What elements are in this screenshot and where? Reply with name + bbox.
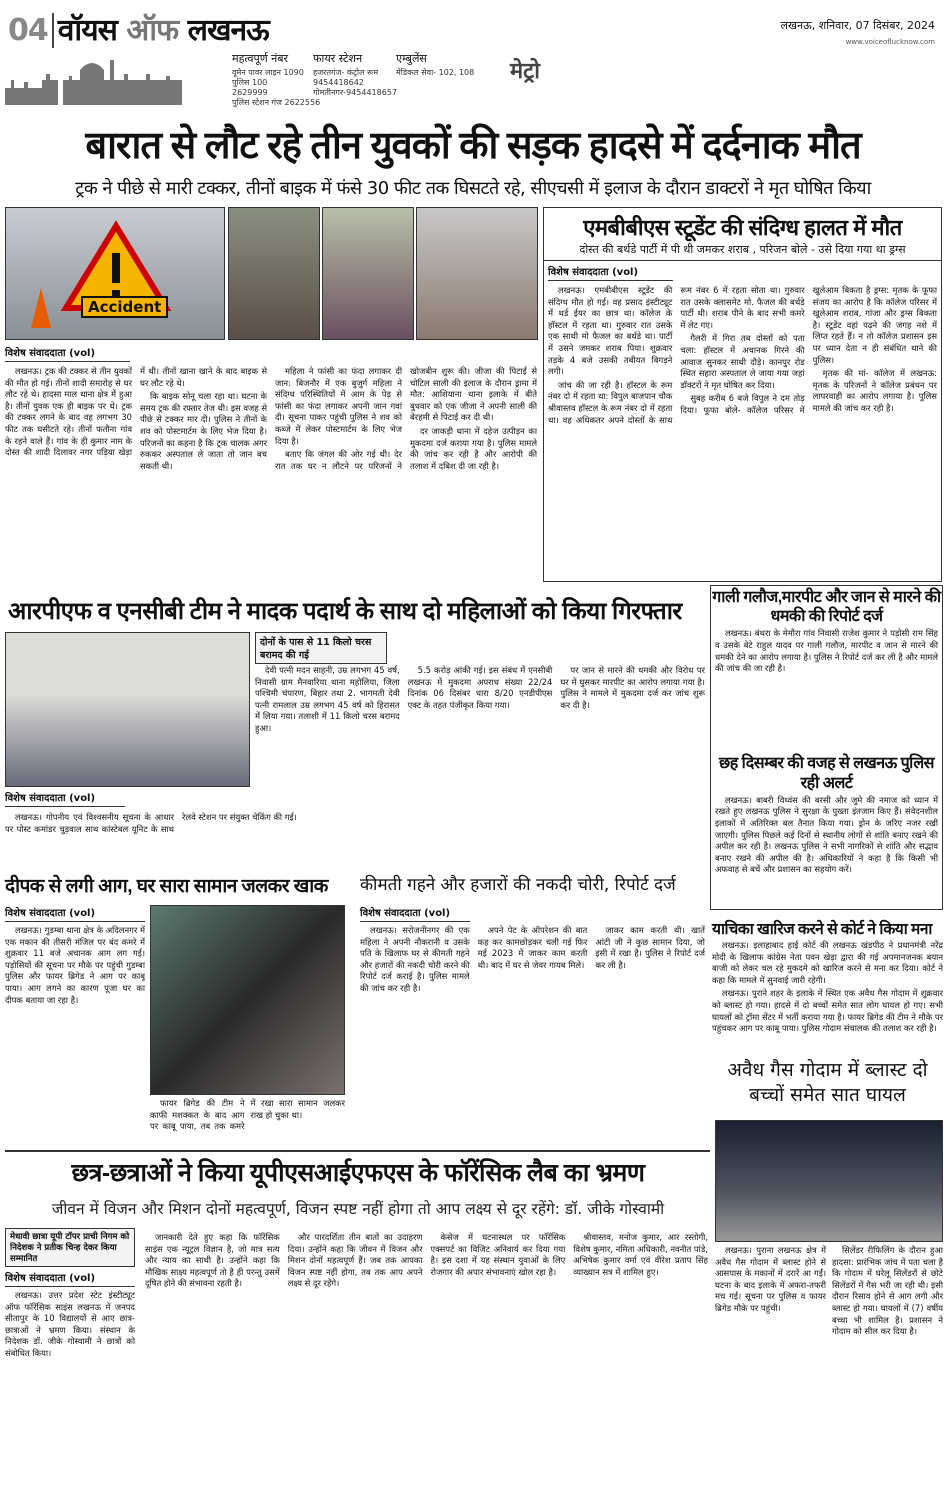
paragraph: फायर ब्रिगेड की टीम ने काफी मशक्कत के बाद आग पर काबू पाया, तब तक कमरे में रखा सारा सामान जलकर राख हो चुका था। [150,1098,345,1132]
newspaper-masthead [8,8,269,49]
line: मेडिकल सेवा- 102, 108 [396,67,475,77]
gali-headline: गाली गलौज,मारपीट और जान से मारने की धमकी की रिपोर्ट दर्ज [712,589,941,626]
forensic-body [145,1232,708,1482]
fire-station-numbers [313,52,397,98]
court-headline: याचिका खारिज करने से कोर्ट ने किया मना [712,921,932,938]
paragraph: जांच की जा रही है। हॉस्टल के रूम नंबर दो में रहता था: विपुल बाजपान चौक श्रीवास्तव हॉस्टल के रूम नंबर दो में रहता था। वह अधिकतर अपने दोस्तों के साथ रूम नंबर 6 में रहता सोता था। गुरुवार रात उसके क्लासमेट मो. फैजल की बर्थडे पार्टी थी। शराब पीने के बाद सभी कमरे में लेट गए। [548,285,805,425]
forensic-byline-block [5,1270,135,1291]
paragraph: श्रीवास्तव, मनोज कुमार, आर रस्तोगी, विशेष कुमार, नमिता अधिकारी, नवनीत पांडे, अभिषेक कुमार वर्मा एवं वीरेश प्रताप सिंह व्याख्यान सत्र में शामिल हुए। [573,1232,708,1277]
lead-body [5,366,537,588]
line: 2629999 [232,87,268,97]
issue-date: लखनऊ, शनिवार, 07 दिसंबर, 2024 [780,19,935,32]
accident-photo [5,207,225,340]
line: गोमतीनगर-9454418657 [313,87,397,97]
fire-headline: दीपक से लगी आग, घर सारा सामान जलकर खाक [5,876,328,897]
gas-headline: अवैध गैस गोदाम में ब्लास्ट दो बच्चों समेत सात घायल [727,1059,928,1106]
paragraph: सिलेंडर रीफिलिंग के दौरान हुआ हादसा: प्रारंभिक जांच में पता चला है कि गोदाम में घरेलू सिलेंडरों से छोटे सिलेंडरों में गैस भरी जा रही थी। इसी दौरान रिसाव होने से आग लगी और ब्लास्ट हो गया। घायलों में (7) वर्षीय बच्चा भी शामिल है। प्रशासन ने गोदाम को सील कर दिया है। [832,1245,943,1337]
paragraph: लखनऊ। ट्रक की टक्कर से तीन युवकों की मौत हो गई। तीनों शादी समारोह से घर लौट रहे थे। हादसा माल थाना क्षेत्र में हुआ है। तीनों युवक एक ही बाइक पर थे। ट्रक की टक्कर लगने के बाद वह लगभग 30 फीट तक घसीटते रहे। तीनों फतौना गांव के रहने वाले हैं। गांव के ही कुमार नाम के दोस्त की शादी दिलावर नगर पड़िया खेड़ा में थी। तीनों खाना खाने के बाद बाइक से घर लौट रहे थे। [5,366,267,458]
byline: विशेष संवाददाता (vol) [5,345,130,362]
lead-subhead: ट्रक ने पीछे से मारी टक्कर, तीनों बाइक में फंसे 30 फीट तक घिसटते रहे, सीएचसी में इलाज के दौरान डाक्टरों ने मृत घोषित किया [75,178,871,199]
line: पुलिस 100 [232,77,268,87]
lead-story [5,345,537,590]
byline: विशेष संवाददाता (vol) [5,905,145,922]
line: हजरतगंज- कंट्रोल रूम [313,67,379,77]
heading: महत्वपूर्ण नंबर [232,52,289,65]
paragraph: लखनऊ। गुडम्बा थाना क्षेत्र के अदिलनगर में एक मकान की तीसरी मंजिल पर बंद कमरे में शुक्रवार 11 बजे अचानक आग लग गई। पड़ोसियों की सूचना पर मौके पर पहुंची गुडम्बा पुलिस और फायर ब्रिगेड ने आग पर काबू पाया। आग लगने का कारण पूजा घर का दीपक बताया जा रहा है। [5,925,145,1005]
byline: विशेष संवाददाता (vol) [5,790,125,807]
fire-byline-block [5,905,145,926]
divider [5,1150,710,1152]
paragraph: बताए कि जंगल की ओर गई थी। देर रात तक घर न लौटने पर परिजनों ने खोजबीन शुरू की। जीजा की पिटाई से चोटिल साली की इलाज के दौरान ड्रामा में मौत: आशियाना थाना इलाके में बीते बुधवार को एक जीजा ने अपनी साली की बेरहमी से पिटाई कर दी थी। [275,366,537,471]
paragraph: सुबह करीब 6 बजे विपुल ने दम तोड़ दिया। फूफा बोले- कॉलेज परिसर में खुलेआम बिकता है ड्रग्स: मृतक के फूफा संजय का आरोप है कि कॉलेज परिसर में खुलेआम शराब, गांजा और ड्रग्स बिकता है। स्टूडेंट वहां पढ़ने की जगह नशे में लिप्त रहते हैं। न तो कॉलेज प्रशासन इस पर ध्यान देता न ही संबंधित थाने की पुलिस। [680,285,937,415]
victim-photo [322,207,414,340]
fire-damage-photo [150,905,345,1095]
theft-body [360,925,705,1145]
line: 9454418642 [313,77,364,87]
theft-byline-block [360,905,470,926]
victim-photo [228,207,320,340]
rpf-callout: दोनों के पास से 11 किलो चरस बरामद की गई [255,632,387,664]
title-part: वॉयस [57,13,117,48]
theft-headline: कीमती गहने और हजारों की नकदी चोरी, रिपोर्ट दर्ज [360,875,676,895]
paragraph: लखनऊ। सरोजनीनगर की एक महिला ने अपनी नौकरानी व उसके पति के खिलाफ घर से कीमती गहने और हजारों की नकदी चोरी करने की रिपोर्ट दर्ज कराई है। पुलिस मामले की जांच कर रही है। [360,925,470,993]
byline: विशेष संवाददाता (vol) [360,905,470,922]
gali-body [711,626,942,746]
title-part: ऑफ [126,13,179,48]
paragraph: जाकर काम करती थी। खातें आंटी जी ने कुछ सामान दिया, जो इसी में रखा है। पुलिस ने रिपोर्ट दर्ज कर ली है। [595,925,705,970]
gas-blast-photo [715,1120,943,1242]
paragraph: लखनऊ। एमबीबीएस स्टूडेंट की संदिग्ध मौत हो गई। वह प्रसाद इंस्टीट्यूट में थर्ड ईयर का छात्र था। कॉलेज के हॉस्टल में रहता था। गुरुवार रात उसके एक साथी मो फैजल का बर्थडे था। पार्टी में उसने जमकर शराब पिया। शुक्रवार तड़के 4 बजे उसकी तबीयत बिगड़ने लगी। [548,285,673,377]
rpf-byline-block [5,790,250,811]
rpf-body-bottom [5,812,705,867]
line: वूमेन पावर लाइन 1090 [232,67,304,77]
paragraph: लखनऊ। बाबरी विध्वंस की बरसी और जुमे की नमाज को ध्यान में रखते हुए लखनऊ पुलिस ने सुरक्षा के पुख्ता इंतजाम किए हैं। संवेदनशील इलाकों में अतिरिक्त बल तैनात किया गया। ड्रोन के जरिए नजर रखी जाएगी। पुलिस पिछले कई दिनों से स्थानीय लोगों से शांति बनाए रखने की अपील कर रही है। लखनऊ पुलिस ने सभी नागरिकों से शांति और सद्भाव बनाए रखने की अपील की है। अधिकारियों ने कहा है कि किसी भी अफवाह से बचें और प्रशासन का सहयोग करें। [715,794,938,875]
mbbs-body [548,285,937,590]
paragraph: केसेज में घटनास्थल पर फॉरेंसिक एक्सपर्ट का विजिट अनिवार्य कर दिया गया है। इस दशा में यह संस्थान युवाओं के लिए रोजगार की अपार संभावनाएं खोल रहा है। [430,1232,566,1277]
rpf-team-photo [5,632,250,787]
gas-body [715,1245,943,1483]
website[interactable]: www.voiceoflucknow.com [845,38,935,46]
rpf-body [255,665,705,810]
paragraph: मृतक की मां- कॉलेज में लखनऊ: मृतक के परिजनों ने कॉलेज प्रबंधन पर लापरवाही का आरोप लगाया है। पुलिस मामले की जांच कर रही है। [812,368,937,413]
line: पुलिस स्टेशन गंज 2622556 [232,97,321,107]
mbbs-headline: एमबीबीएस स्टूडेंट की संदिग्ध हालत में मौत [583,215,902,240]
alert-headline: छह दिसम्बर की वजह से लखनऊ पुलिस रही अलर्ट [718,755,934,792]
forensic-body-1 [5,1290,135,1480]
byline: विशेष संवाददाता (vol) [5,1270,135,1287]
paragraph: लखनऊ। बंथरा के मेमौरा गांव निवासी राजेश कुमार ने पड़ोसी राम सिंह व उसके बेटे राहुल यादव पर गाली गलौज, मारपीट व जान से मारने की धमकी देने का आरोप लगाया है। पुलिस ने रिपोर्ट दर्ज कर ली है और मामले की जांच की जा रही है। [715,628,938,674]
mbbs-subhead: दोस्त की बर्थडे पार्टी में पी थी जमकर शराब , परिजन बोले - उसे दिया गया था ड्रग्स [544,242,941,261]
paragraph: कि बाइक सोनू चला रहा था। घटना के समय ट्रक की रफ्तार तेज थी। इस वजह से पीछे से टक्कर मार दी। पुलिस ने तीनों के शव को पोस्टमार्टम के लिए भेज दिया है। परिजनों का कहना है कि ट्रक चालक अगर रुककर अस्पताल ले जाता तो जान बच सकती थी। [140,391,267,471]
lucknow-skyline-icon [5,50,217,105]
page-number: 04 [8,13,54,48]
paragraph: लखनऊ। उत्तर प्रदेश स्टेट इंस्टीट्यूट ऑफ फॉरेंसिक साइंस लखनऊ में जनपद सीतापुर के 10 विद्यालयों से आए छात्र-छात्राओं ने भ्रमण किया। संस्थान के निदेशक डॉ. जीके गोस्वामी ने छात्रों को संबोधित किया। [5,1290,135,1358]
lead-headline: बारात से लौट रहे तीन युवकों की सड़क हादसे में दर्दनाक मौत [85,125,861,167]
forensic-callout: मेधावी छात्रा यूपी टॉपर प्राची निगम को निदेशक ने प्रतीक चिन्ह देकर किया सम्मानित [5,1228,135,1267]
right-column-box [710,585,943,910]
paragraph: दर जाकड़ी थाना में दहेज उत्पीड़न का मुकदमा दर्ज कराया गया है। पुलिस मामले की जांच कर रही है और आरोपी की तलाश में दबिश दी जा रही है। [410,425,537,471]
paragraph: लखनऊ। पुराना लखनऊ क्षेत्र में अवैध गैस गोदाम में ब्लास्ट होने से आसपास के मकानों में दरारें आ गईं। घटना के बाद इलाके में अफरा-तफरी मच गई। सूचना पर पुलिस व फायर ब्रिगेड मौके पर पहुंची। [715,1245,826,1313]
paragraph: लखनऊ। पुराने शहर के इलाके में स्थित एक अवैध गैस गोदाम में शुक्रवार को ब्लास्ट हो गया। हादसे में दो बच्चों समेत सात लोग घायल हो गए। सभी घायलों को ट्रॉमा सेंटर में भर्ती कराया गया है। फायर ब्रिगेड की टीम ने मौके पर पहुंचकर आग पर काबू पाया। पुलिस गोदाम संचालक की तलाश कर रही है। [712,988,943,1034]
paragraph: देवी पत्नी मदन साहनी, उम्र लगभग 45 वर्ष, निवासी ग्राम मैनवारिया थाना महोलिया, जिला पश्चिमी चंपारण, बिहार तथा 2. भागमती देवी पत्नी रामलाल उम्र लगभग 45 वर्ष को हिरासत में लिया गया। तलाशी में 11 किलो चरस बरामद हुआ। [255,665,400,733]
fire-body-2 [150,1098,345,1146]
byline: विशेष संवाददाता (vol) [548,264,673,281]
paragraph: 5.5 करोड़ आंकी गई। इस संबंध में एनसीबी लखनऊ में मुकदमा अपराध संख्या 22/24 दिनांक 06 दिसंबर धारा 8/20 एनडीपीएस एक्ट के तहत पंजीकृत किया गया। [407,665,553,710]
mbbs-story [543,207,942,582]
forensic-subhead: जीवन में विजन और मिशन दोनों महत्वपूर्ण, विजन स्पष्ट नहीं होगा तो आप लक्ष्य से दूर रहेंगे: डॉ. जीके गोस्वामी [51,1200,665,1218]
paragraph: गैलरी में गिरा तब दोस्तों को पता चला: हॉस्टल में अचानक गिरने की आवाज सुनकर साथी दौड़े। कानपुर रोड स्थित सहारा अस्पताल ले जाया गया जहां डॉक्टरों ने मृत घोषित कर दिया। [680,333,805,390]
court-body [712,940,943,1050]
heading: एम्बुलेंस [396,52,427,65]
paragraph: और पारदर्शिता तीन बातों का उदाहरण दिया। उन्होंने कहा कि जीवन में विजन और मिशन दोनों महत्वपूर्ण हैं। जब तक आपका विजन स्पष्ट नहीं होगा, तब तक आप अपने लक्ष्य से दूर रहेंगे। [287,1232,423,1289]
alert-body [711,793,942,913]
paragraph: जानकारी देते हुए कहा कि फॉरेंसिक साइंस एक न्यूट्रल विज्ञान है, जो मात्र सत्य और न्याय का साथी है। उन्होंने कहा कि मौखिक साक्ष्य महत्वपूर्ण तो है ही परन्तु उसमें दूषित होने की संभावना रहती है। [145,1232,280,1289]
paragraph: लखनऊ। इलाहाबाद हाई कोर्ट की लखनऊ खंडपीठ ने प्रधानमंत्री नरेंद्र मोदी के खिलाफ कांग्रेस नेता पवन खेड़ा द्वारा की गई अपमानजनक बयान बाजी को लेकर चल रहे मुकदमे को खारिज करने से मना कर दिया। कोर्ट ने कहा कि मामले में सुनवाई जारी रहेगी। [712,940,943,985]
accident-label: Accident [81,296,168,318]
heading: फायर स्टेशन [313,52,363,65]
title-part: लखनऊ [187,13,269,48]
important-numbers [232,52,320,108]
forensic-headline: छत्र-छत्राओं ने किया यूपीएसआईएफएस के फॉरेंसिक लैब का भ्रमण [71,1159,645,1187]
ambulance-numbers [396,52,474,78]
paragraph: लखनऊ। गोपनीय एवं विश्वसनीय सूचना के आधार पर पोस्ट कमांडर चुड़वाल साथ कांस्टेबल यूनिट के साथ रेलवे स्टेशन पर संयुक्त चेकिंग की गई। [5,812,297,834]
paragraph: अपने पेट के ऑपरेशन की बात कह कर कामछोड़कर चली गई फिर मई 2023 में जाकर काम करती थी। बाद में घर से जेवर गायब मिले। [477,925,588,970]
paragraph: पर जान से मारने की धमकी और विरोध पर घर में घुसकर मारपीट का आरोप लगाया गया है। पुलिस ने मामले में मुकदमा दर्ज कर जांच शुरू कर दी है। [560,665,705,710]
fire-body [5,925,145,1145]
victim-photo [416,207,538,340]
paragraph: महिला ने फांसी का फंदा लगाकर दी जान: बिजनौर में एक बुजुर्ग महिला ने संदिग्ध परिस्थितियों में आम के पेड़ से फांसी का फंदा लगाकर अपनी जान गवां दी। सूचना पाकर पहुंची पुलिस ने शव को कब्जे में लेकर पोस्टमार्टम के लिए भेज दिया है। [275,366,402,446]
warning-sign-icon [6,208,225,340]
rpf-headline: आरपीएफ व एनसीबी टीम ने मादक पदार्थ के साथ दो महिलाओं को किया गिरफ्तार [8,598,682,625]
section-label: मेट्रो [510,59,540,84]
